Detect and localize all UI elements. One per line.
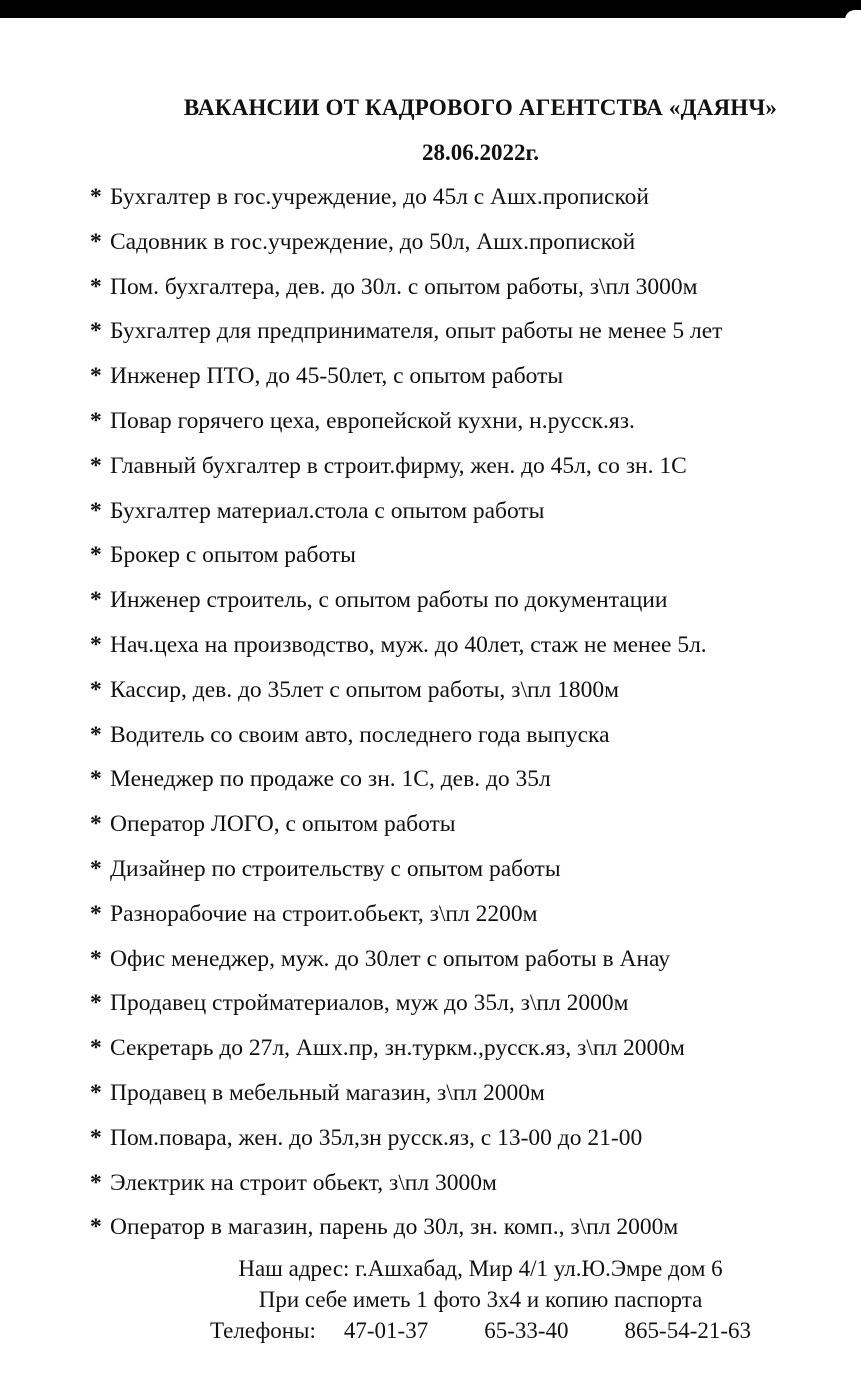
top-status-bar	[0, 0, 861, 18]
vacancy-text: Инженер строитель, с опытом работы по документации	[110, 587, 668, 614]
bullet-marker: *	[90, 855, 102, 882]
phone-number: 47-01-37	[343, 1318, 429, 1343]
vacancy-text: Электрик на строит обьект, з\пл 3000м	[110, 1169, 497, 1196]
bullet-marker: *	[90, 945, 102, 972]
vacancy-item	[90, 629, 722, 674]
vacancy-item	[90, 1077, 722, 1122]
vacancy-text: Продавец в мебельный магазин, з\пл 2000м	[110, 1079, 545, 1106]
vacancy-item	[90, 226, 722, 271]
vacancy-item	[90, 405, 722, 450]
vacancy-item	[90, 987, 722, 1032]
vacancy-text: Офис менеджер, муж. до 30лет с опытом работы в Анау	[110, 945, 671, 972]
vacancy-item	[90, 898, 722, 943]
vacancy-text: Главный бухгалтер в строит.фирму, жен. до 45л, со зн. 1С	[110, 452, 687, 479]
bullet-marker: *	[90, 676, 102, 703]
documents-note: При себе иметь 1 фото 3х4 и копию паспорта	[258, 1287, 703, 1312]
bullet-marker: *	[90, 766, 102, 793]
vacancy-item	[90, 719, 722, 764]
phones-label: Телефоны:	[209, 1318, 316, 1343]
vacancy-text: Пом.повара, жен. до 35л,зн русск.яз, с 13-00 до 21-00	[110, 1124, 643, 1151]
bullet-marker: *	[90, 184, 102, 210]
bullet-marker: *	[90, 900, 102, 927]
vacancy-text: Нач.цеха на производство, муж. до 40лет, стаж не менее 5л.	[110, 631, 707, 658]
vacancy-text: Водитель со своим авто, последнего года выпуска	[110, 721, 610, 748]
bullet-marker: *	[90, 273, 102, 300]
vacancy-item	[90, 1122, 722, 1167]
vacancy-item	[90, 1032, 722, 1077]
vacancy-item	[90, 1167, 722, 1212]
vacancy-text: Пом. бухгалтера, дев. до 30л. с опытом работы, з\пл 3000м	[110, 273, 698, 300]
vacancy-item	[90, 853, 722, 898]
bullet-marker: *	[90, 407, 102, 434]
bullet-marker: *	[90, 318, 102, 345]
bullet-marker: *	[90, 631, 102, 658]
vacancy-text: Бухгалтер материал.стола с опытом работы	[110, 497, 545, 524]
contact-footer	[0, 1253, 861, 1346]
vacancy-item	[90, 1211, 722, 1256]
vacancy-item	[90, 181, 722, 226]
vacancy-text: Оператор в магазин, парень до 30л, зн. комп., з\пл 2000м	[110, 1214, 679, 1241]
vacancy-text: Кассир, дев. до 35лет с опытом работы, з\пл 1800м	[110, 676, 620, 703]
vacancy-text: Бухгалтер для предпринимателя, опыт работы не менее 5 лет	[110, 318, 723, 345]
vacancy-item	[90, 271, 722, 316]
vacancy-text: Повар горячего цеха, европейской кухни, н.русск.яз.	[110, 407, 635, 434]
bullet-marker: *	[90, 363, 102, 390]
phone-number: 865-54-21-63	[624, 1318, 752, 1343]
phone-number: 65-33-40	[484, 1318, 569, 1343]
screen-corner	[845, 10, 861, 20]
vacancy-item	[90, 315, 722, 360]
vacancy-item	[90, 539, 722, 584]
page-date: 28.06.2022г.	[421, 140, 540, 165]
vacancy-item	[90, 763, 722, 808]
bullet-marker: *	[90, 497, 102, 524]
vacancy-item	[90, 943, 722, 988]
vacancy-text: Продавец стройматериалов, муж до 35л, з\пл 2000м	[110, 990, 629, 1017]
phones-line	[100, 1315, 861, 1346]
bullet-marker: *	[90, 1169, 102, 1196]
bullet-marker: *	[90, 587, 102, 614]
vacancy-item	[90, 495, 722, 540]
bullet-marker: *	[90, 1079, 102, 1106]
bullet-marker: *	[90, 542, 102, 569]
vacancy-text: Разнорабочие на строит.обьект, з\пл 2200м	[110, 900, 538, 927]
address-line: Наш адрес: г.Ашхабад, Мир 4/1 ул.Ю.Эмре дом 6	[238, 1256, 723, 1281]
vacancy-item	[90, 450, 722, 495]
bullet-marker: *	[90, 990, 102, 1017]
vacancy-text: Бухгалтер в гос.учреждение, до 45л с Ашх.пропиской	[110, 184, 649, 210]
bullet-marker: *	[90, 228, 102, 255]
vacancy-text: Брокер с опытом работы	[110, 542, 356, 569]
vacancy-item	[90, 584, 722, 629]
vacancy-text: Оператор ЛОГО, с опытом работы	[110, 811, 456, 838]
bullet-marker: *	[90, 721, 102, 748]
vacancy-text: Дизайнер по строительству с опытом работы	[110, 855, 561, 882]
page-title: ВАКАНСИИ ОТ КАДРОВОГО АГЕНТСТВА «ДАЯНЧ»	[183, 95, 778, 120]
bullet-marker: *	[90, 811, 102, 838]
vacancy-item	[90, 674, 722, 719]
vacancy-text: Менеджер по продаже со зн. 1С, дев. до 35л	[110, 766, 551, 793]
vacancy-item	[90, 808, 722, 853]
vacancy-text: Садовник в гос.учреждение, до 50л, Ашх.пропиской	[110, 228, 636, 255]
bullet-marker: *	[90, 1035, 102, 1062]
bullet-marker: *	[90, 1124, 102, 1151]
bullet-marker: *	[90, 1214, 102, 1241]
vacancy-text: Инженер ПТО, до 45-50лет, с опытом работы	[110, 363, 564, 390]
bullet-marker: *	[90, 452, 102, 479]
vacancy-list	[90, 181, 722, 1256]
vacancy-text: Секретарь до 27л, Ашх.пр, зн.туркм.,русск.яз, з\пл 2000м	[110, 1035, 685, 1062]
vacancy-item	[90, 360, 722, 405]
